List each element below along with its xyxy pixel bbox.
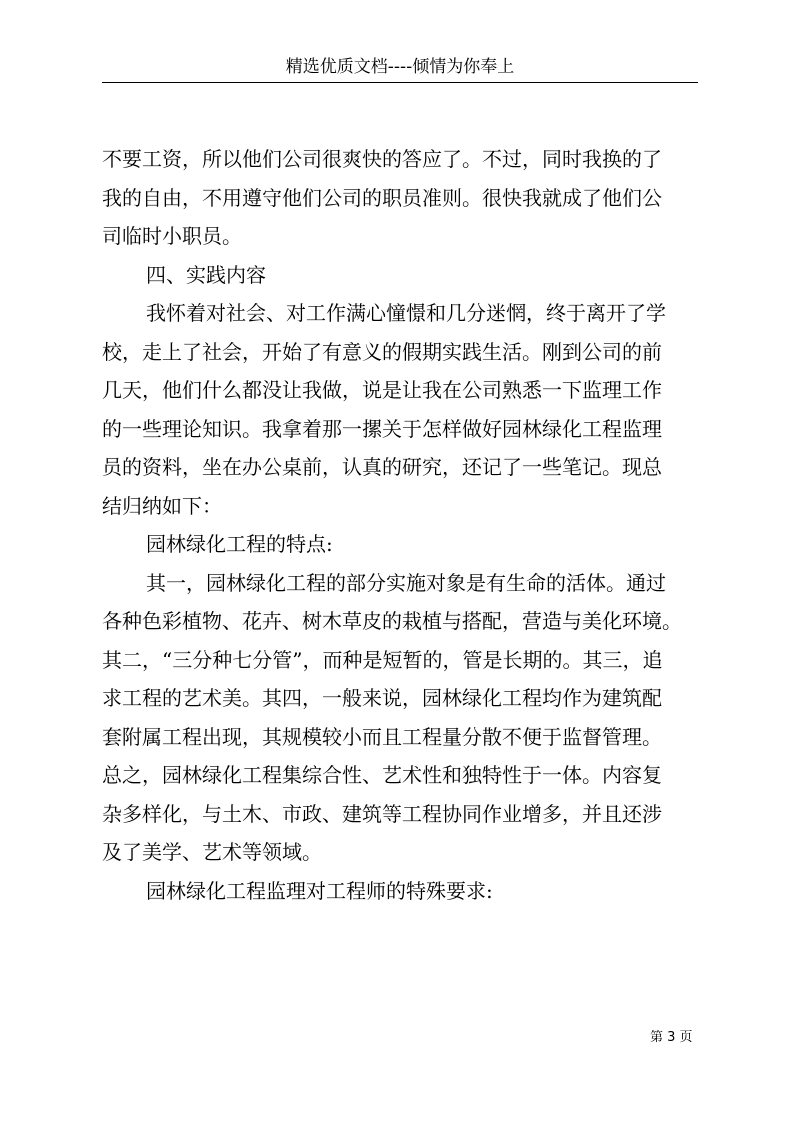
body-line: 司临时小职员。 xyxy=(102,224,242,248)
subheading: 园林绿化工程监理对工程师的特殊要求: xyxy=(146,878,493,903)
body-line: 结归纳如下： xyxy=(102,493,222,518)
body-line: 不要工资，所以他们公司很爽快的答应了。不过，同时我换的了 xyxy=(102,147,662,171)
body-line: 总之，园林绿化工程集综合性、艺术性和独特性于一体。内容复 xyxy=(102,763,662,787)
header-divider xyxy=(102,82,698,83)
document-body xyxy=(102,140,702,910)
body-line: 几天，他们什么都没让我做，说是让我在公司熟悉一下监理工作 xyxy=(102,378,662,402)
section-heading: 四、实践内容 xyxy=(146,262,266,287)
body-line: 求工程的艺术美。其四，一般来说，园林绿化工程均作为建筑配 xyxy=(102,686,662,710)
body-line: 其二，“三分种七分管”，而种是短暂的，管是长期的。其三，追 xyxy=(102,647,663,672)
body-line: 校，走上了社会，开始了有意义的假期实践生活。刚到公司的前 xyxy=(102,339,662,364)
body-line: 的一些理论知识。我拿着那一摞关于怎样做好园林绿化工程监理 xyxy=(102,416,662,441)
body-line: 套附属工程出现，其规模较小而且工程量分散不便于监督管理。 xyxy=(102,724,662,749)
body-line: 各种色彩植物、花卉、树木草皮的栽植与搭配，营造与美化环境。 xyxy=(102,609,682,633)
body-line: 杂多样化，与土木、市政、建筑等工程协同作业增多，并且还涉 xyxy=(102,801,662,826)
page-header-title: 精选优质文档----倾情为你奉上 xyxy=(285,57,515,77)
subheading: 园林绿化工程的特点: xyxy=(146,532,333,556)
body-line: 其一，园林绿化工程的部分实施对象是有生命的活体。通过 xyxy=(146,570,666,595)
page-number: 第 3 页 xyxy=(650,1030,693,1045)
body-line: 我的自由，不用遵守他们公司的职员准则。很快我就成了他们公 xyxy=(102,185,662,210)
body-line: 员的资料，坐在办公桌前，认真的研究，还记了一些笔记。现总 xyxy=(102,455,662,479)
body-line: 及了美学、艺术等领域。 xyxy=(102,840,322,864)
body-line: 我怀着对社会、对工作满心憧憬和几分迷惘，终于离开了学 xyxy=(146,301,666,325)
